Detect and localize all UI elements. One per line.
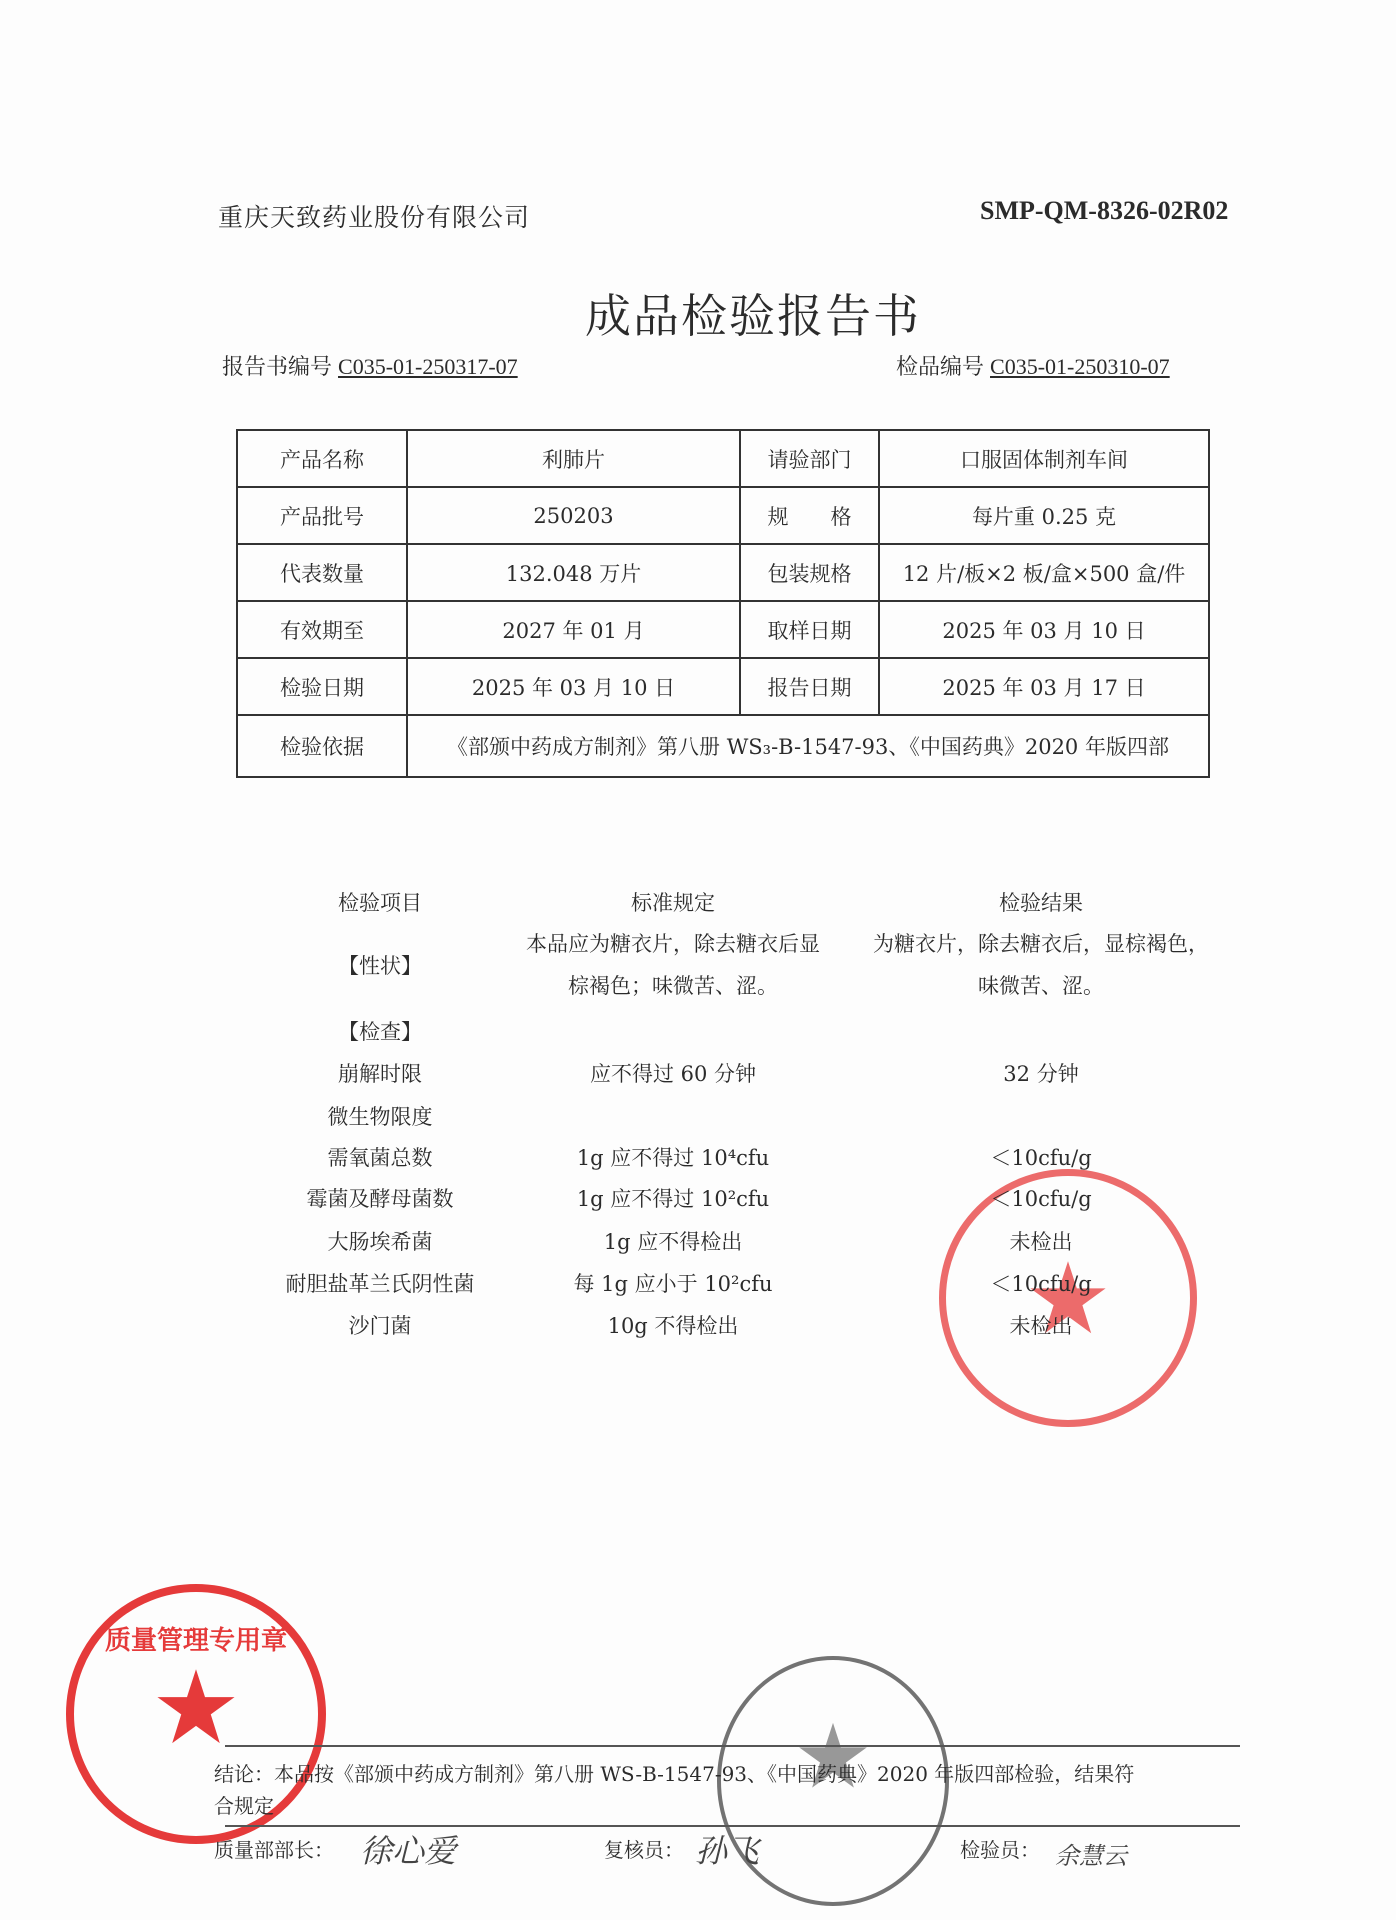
item-name: 需氧菌总数 xyxy=(327,1146,433,1170)
result: 32 分钟 xyxy=(1003,1062,1079,1086)
standard: 1g 应不得检出 xyxy=(603,1230,743,1254)
star-icon xyxy=(155,1666,237,1748)
column-header: 检验项目 xyxy=(338,891,422,915)
reviewer-signature: 孙飞 xyxy=(695,1832,760,1870)
cell-label: 代表数量 xyxy=(237,544,407,601)
quantity: 132.048 万片 xyxy=(407,544,740,601)
reviewer-label: 复核员： xyxy=(604,1838,684,1862)
sample-number-value: C035-01-250310-07 xyxy=(990,354,1170,379)
item-name: 崩解时限 xyxy=(338,1062,422,1086)
result: 未检出 xyxy=(1009,1230,1073,1254)
specification: 每片重 0.25 克 xyxy=(879,487,1209,544)
table-row xyxy=(237,430,1209,487)
conclusion: 结论：本品按《部颁中药成方制剂》第八册 WS-B-1547-93、《中国药典》2020 年版四部检验，结果符 xyxy=(214,1762,1135,1786)
cell-label: 规 格 xyxy=(740,487,879,544)
cell-label: 有效期至 xyxy=(237,601,407,658)
column-header: 标准规定 xyxy=(631,891,715,915)
packaging: 12 片/板×2 板/盒×500 盒/件 xyxy=(879,544,1209,601)
company-name: 重庆天致药业股份有限公司 xyxy=(218,203,531,232)
result: 未检出 xyxy=(1009,1314,1073,1338)
report-number xyxy=(222,350,518,381)
result: 味微苦、涩。 xyxy=(978,974,1104,998)
table-row xyxy=(237,658,1209,715)
cell-label: 报告日期 xyxy=(740,658,879,715)
standard: 应不得过 60 分钟 xyxy=(589,1062,757,1086)
expiry-date: 2027 年 01 月 xyxy=(407,601,740,658)
cell-label: 包装规格 xyxy=(740,544,879,601)
standard: 1g 应不得过 10²cfu xyxy=(576,1187,770,1211)
table-row xyxy=(237,715,1209,777)
stamp-text: 质量管理专用章 xyxy=(104,1626,287,1656)
cell-label: 产品批号 xyxy=(237,487,407,544)
report-number-value: C035-01-250317-07 xyxy=(338,354,518,379)
table-row xyxy=(237,487,1209,544)
report-number-label: 报告书编号 xyxy=(222,355,333,380)
table-row xyxy=(237,601,1209,658)
red-stamp-donghao xyxy=(66,1584,326,1844)
table-row xyxy=(237,544,1209,601)
sample-number-label: 检品编号 xyxy=(896,355,985,380)
standard: 10g 不得检出 xyxy=(607,1314,739,1338)
item-name: 微生物限度 xyxy=(327,1105,433,1129)
test-date: 2025 年 03 月 10 日 xyxy=(407,658,740,715)
result: ＜10cfu/g xyxy=(990,1187,1092,1211)
divider xyxy=(225,1745,1240,1747)
cell-label: 取样日期 xyxy=(740,601,879,658)
report-date: 2025 年 03 月 17 日 xyxy=(879,658,1209,715)
section-label: 【检查】 xyxy=(338,1020,422,1044)
cell-label: 检验日期 xyxy=(237,658,407,715)
cell-label: 检验依据 xyxy=(237,715,407,777)
qa-head-signature: 徐心爱 xyxy=(360,1832,457,1870)
result: ＜10cfu/g xyxy=(990,1146,1092,1170)
batch-number: 250203 xyxy=(407,487,740,544)
sample-number xyxy=(896,350,1170,381)
result: 为糖衣片，除去糖衣后，显棕褐色， xyxy=(873,932,1209,956)
item-name: 【性状】 xyxy=(338,954,422,978)
inspector-label: 检验员： xyxy=(960,1838,1040,1862)
standard: 每 1g 应小于 10²cfu xyxy=(573,1272,773,1296)
column-header: 检验结果 xyxy=(999,891,1083,915)
department: 口服固体制剂车间 xyxy=(879,430,1209,487)
inspector-signature: 余慧云 xyxy=(1055,1842,1127,1870)
document-code: SMP-QM-8326-02R02 xyxy=(980,196,1229,225)
item-name: 沙门菌 xyxy=(348,1314,412,1338)
page-title: 成品检验报告书 xyxy=(585,289,921,343)
cell-label: 请验部门 xyxy=(740,430,879,487)
item-name: 耐胆盐革兰氏阴性菌 xyxy=(285,1272,475,1296)
result: ＜10cfu/g xyxy=(990,1272,1092,1296)
item-name: 大肠埃希菌 xyxy=(327,1230,433,1254)
conclusion-cont: 合规定 xyxy=(214,1794,274,1818)
sampling-date: 2025 年 03 月 10 日 xyxy=(879,601,1209,658)
standard: 1g 应不得过 10⁴cfu xyxy=(576,1146,770,1170)
test-basis: 《部颁中药成方制剂》第八册 WS₃-B-1547-93、《中国药典》2020 年版四部 xyxy=(407,715,1209,777)
product-name: 利肺片 xyxy=(407,430,740,487)
standard: 本品应为糖衣片，除去糖衣后显 xyxy=(526,932,820,956)
product-info-table xyxy=(236,429,1210,778)
standard: 棕褐色；味微苦、涩。 xyxy=(568,974,778,998)
item-name: 霉菌及酵母菌数 xyxy=(306,1187,454,1211)
cell-label: 产品名称 xyxy=(237,430,407,487)
qa-head-label: 质量部部长： xyxy=(214,1838,334,1862)
